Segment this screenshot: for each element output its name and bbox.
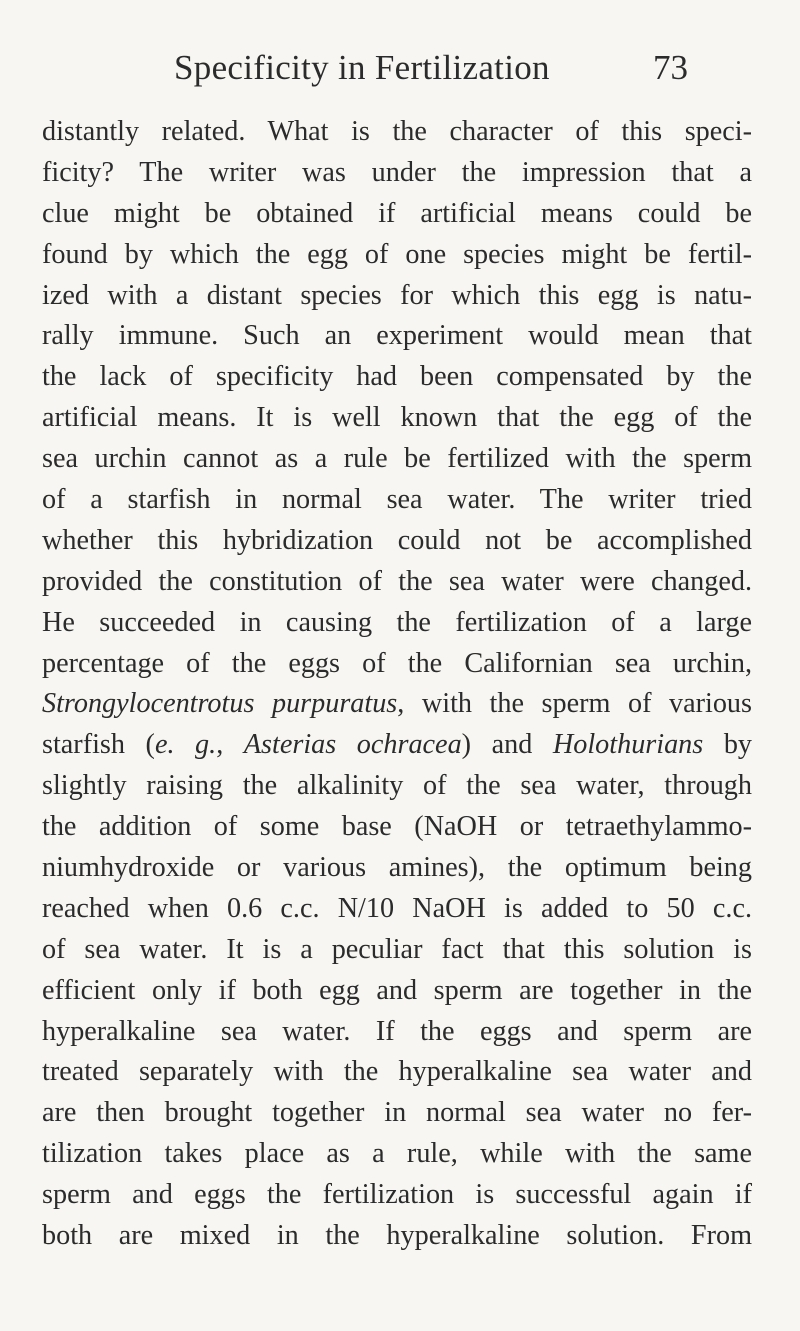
text-line: ized with a distant species for which this egg is natu- [42,279,752,311]
text-segment: , [216,729,244,761]
text-line: artificial means. It is well known that the egg of the [42,402,752,434]
text-line: treated separately with the hyperalkaline sea water and [42,1056,752,1088]
text-line: He succeeded in causing the fertilization of a large [42,606,752,638]
italic-text: Holothurians [552,729,704,761]
text-line: sperm and eggs the fertilization is successful again if [42,1179,752,1211]
italic-text: Strongylocentrotus purpuratus [42,688,398,720]
text-line: reached when 0.6 c.c. N/10 NaOH is added to 50 c.c. [42,892,752,924]
page-number: 73 [653,48,688,87]
text-segment: , with the sperm of various [397,688,752,720]
italic-text: e. g. [154,729,217,761]
running-title: Specificity in Fertilization [174,48,550,87]
text-line: provided the constitution of the sea water were changed. [42,565,752,597]
text-line: clue might be obtained if artificial means could be [42,197,752,229]
italic-text: Asterias ochracea [243,729,462,761]
text-line: of a starfish in normal sea water. The writer tried [42,484,752,516]
text-line: whether this hybridization could not be accomplished [42,524,752,556]
text-line: efficient only if both egg and sperm are together in the [42,974,752,1006]
text-line: tilization takes place as a rule, while with the same [42,1138,752,1170]
text-line: percentage of the eggs of the Californian sea urchin, [42,647,752,679]
body-text [42,112,752,1257]
text-segment: ) and [461,729,553,761]
text-line: both are mixed in the hyperalkaline solution. From [42,1220,752,1252]
text-line: slightly raising the alkalinity of the sea water, through [42,770,752,802]
text-line [42,725,752,766]
text-line: found by which the egg of one species might be fertil- [42,238,752,270]
text-line: the addition of some base (NaOH or tetraethylammo- [42,811,752,843]
text-line: distantly related. What is the character of this speci- [42,116,752,147]
running-head [0,48,800,98]
text-line [42,684,752,725]
text-segment: starfish ( [42,729,155,761]
text-line: the lack of specificity had been compensated by the [42,361,752,393]
text-line: sea urchin cannot as a rule be fertilized with the sperm [42,443,752,475]
text-line: of sea water. It is a peculiar fact that this solution is [42,933,752,965]
text-line: rally immune. Such an experiment would mean that [42,320,752,352]
text-line: hyperalkaline sea water. If the eggs and sperm are [42,1015,752,1047]
text-line: ficity? The writer was under the impression that a [42,156,752,188]
text-line: niumhydroxide or various amines), the optimum being [42,852,752,884]
text-segment: by [703,729,753,761]
text-line: are then brought together in normal sea water no fer- [42,1097,752,1129]
